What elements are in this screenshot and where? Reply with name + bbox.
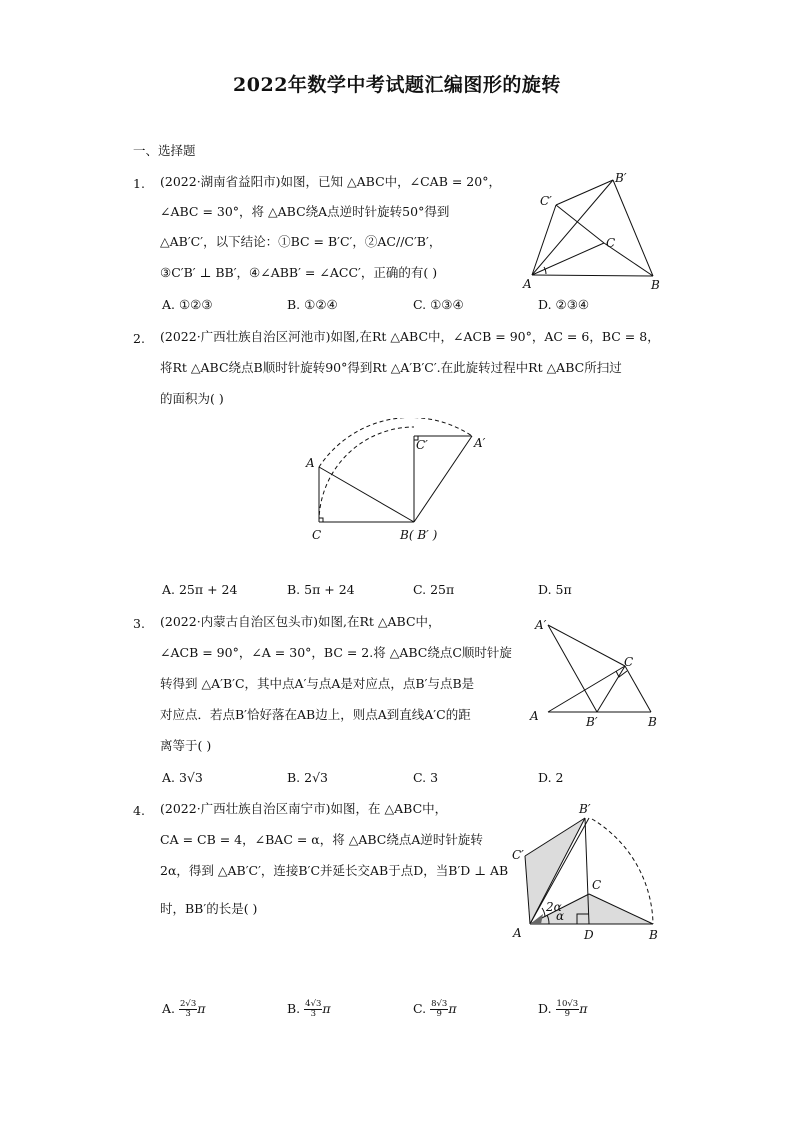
q4-option-a-den: 3 <box>185 1009 191 1019</box>
q4-label-d: D <box>584 928 594 942</box>
q4-option-b-fraction <box>304 1000 322 1019</box>
q4-option-c-letter: C. <box>413 1001 427 1016</box>
q4-option-d-fraction <box>556 1000 580 1019</box>
q4-line-1: (2022·广西壮族自治区南宁市)如图，在 △ABC中， <box>160 801 448 816</box>
q4-option-c-fraction <box>430 1000 448 1019</box>
q4-option-b-letter: B. <box>287 1001 301 1016</box>
q1-option-a[interactable]: A. ①②③ <box>162 297 213 312</box>
q4-option-d-den: 9 <box>564 1009 571 1019</box>
q4-option-d-letter: D. <box>538 1001 552 1016</box>
q3-label-ap: A′ <box>535 618 547 632</box>
q2-number: 2. <box>133 331 145 346</box>
q3-line-3: 转得到 △A′B′C，其中点A′与点A是对应点，点B′与点B是 <box>160 676 475 691</box>
q3-line-1: (2022·内蒙古自治区包头市)如图,在Rt △ABC中， <box>160 614 441 629</box>
q1-line-2: ∠ABC = 30°，将 △ABC绕A点逆时针旋转50°得到 <box>160 204 450 219</box>
q1-line-3: △AB′C′，以下结论：①BC = B′C′，②AC//C′B′， <box>160 234 442 249</box>
q3-line-2: ∠ACB = 90°，∠A = 30°，BC = 2.将 △ABC绕点C顺时针旋 <box>160 645 512 660</box>
q4-option-a[interactable] <box>162 1000 205 1019</box>
q4-option-a-num: 2√3 <box>180 999 197 1009</box>
q2-option-d[interactable]: D. 5π <box>538 582 572 597</box>
q2-option-a[interactable]: A. 25π + 24 <box>162 582 238 597</box>
q4-option-d[interactable] <box>538 1000 587 1019</box>
q4-option-d-num: 10√3 <box>556 999 579 1009</box>
q2-figure <box>300 418 510 548</box>
q4-option-c[interactable] <box>413 1000 457 1019</box>
q4-option-b[interactable] <box>287 1000 331 1019</box>
q2-option-c[interactable]: C. 25π <box>413 582 455 597</box>
q4-line-2: CA = CB = 4，∠BAC = α，将 △ABC绕点A逆时针旋转 <box>160 832 483 847</box>
q3-option-b[interactable]: B. 2√3 <box>287 770 329 785</box>
q4-label-b: B <box>649 928 658 942</box>
q4-option-c-pi: π <box>448 1001 457 1016</box>
q3-line-4: 对应点．若点B′恰好落在AB边上，则点A到直线A′C的距 <box>160 707 471 722</box>
q4-line-3: 2α，得到 △AB′C′，连接B′C并延长交AB于点D，当B′D ⊥ AB <box>160 863 509 878</box>
q1-label-cp: C′ <box>540 194 552 208</box>
q1-figure <box>518 168 668 293</box>
q2-label-ap: A′ <box>474 436 486 450</box>
q1-option-c[interactable]: C. ①③④ <box>413 297 464 312</box>
q3-number: 3. <box>133 616 145 631</box>
q4-label-cp: C′ <box>512 848 524 862</box>
q4-label-a: A <box>513 926 522 940</box>
q4-label-bp: B′ <box>579 802 591 816</box>
q1-option-d[interactable]: D. ②③④ <box>538 297 590 312</box>
q2-line-3: 的面积为( ) <box>160 391 224 406</box>
q4-option-a-fraction <box>179 1000 197 1019</box>
q3-figure <box>522 612 672 737</box>
q2-label-cp: C′ <box>416 438 428 452</box>
q4-option-b-den: 3 <box>310 1009 316 1019</box>
q1-line-4: ③C′B′ ⊥ BB′，④∠ABB′ = ∠ACC′，正确的有( ) <box>160 265 438 280</box>
section-heading: 一、选择题 <box>133 143 196 158</box>
q2-label-b: B( B′ ) <box>400 528 438 542</box>
q4-option-c-num: 8√3 <box>431 999 448 1009</box>
q4-option-a-pi: π <box>197 1001 206 1016</box>
q1-label-c: C <box>606 236 616 250</box>
q1-option-b[interactable]: B. ①②④ <box>287 297 338 312</box>
q3-line-5: 离等于( ) <box>160 738 212 753</box>
q3-label-c: C <box>624 655 634 669</box>
q3-option-c[interactable]: C. 3 <box>413 770 439 785</box>
q4-number: 4. <box>133 803 145 818</box>
q4-option-b-pi: π <box>322 1001 331 1016</box>
q1-label-bp: B′ <box>615 171 627 185</box>
q1-line-1: (2022·湖南省益阳市)如图，已知 △ABC中，∠CAB = 20°， <box>160 174 501 189</box>
q1-number: 1. <box>133 176 145 191</box>
q4-option-a-letter: A. <box>162 1001 176 1016</box>
q2-label-c: C <box>312 528 322 542</box>
q3-option-a[interactable]: A. 3√3 <box>162 770 203 785</box>
q3-option-d[interactable]: D. 2 <box>538 770 564 785</box>
q4-option-b-num: 4√3 <box>305 999 322 1009</box>
q4-label-c: C <box>592 878 602 892</box>
q3-label-a: A <box>530 709 539 723</box>
q4-label-two-alpha: 2α <box>546 900 562 914</box>
q4-label-alpha: α <box>556 909 565 923</box>
q4-figure <box>505 798 675 948</box>
q2-line-2: 将Rt △ABC绕点B顺时针旋转90°得到Rt △A′B′C′.在此旋转过程中Rt △ABC所扫过 <box>160 360 622 375</box>
q4-option-c-den: 9 <box>436 1009 442 1019</box>
q1-label-b: B <box>651 278 660 292</box>
q2-label-a: A <box>306 456 315 470</box>
q2-line-1: (2022·广西壮族自治区河池市)如图,在Rt △ABC中，∠ACB = 90°，AC = 6，BC = 8， <box>160 329 660 344</box>
q4-line-4: 时，BB′的长是( ) <box>160 901 258 916</box>
q3-label-b: B <box>648 715 657 729</box>
q1-label-a: A <box>523 277 532 291</box>
q2-option-b[interactable]: B. 5π + 24 <box>287 582 355 597</box>
page-title: 2022年数学中考试题汇编图形的旋转 <box>233 74 561 96</box>
q4-option-d-pi: π <box>579 1001 588 1016</box>
q3-label-bp: B′ <box>586 715 598 729</box>
